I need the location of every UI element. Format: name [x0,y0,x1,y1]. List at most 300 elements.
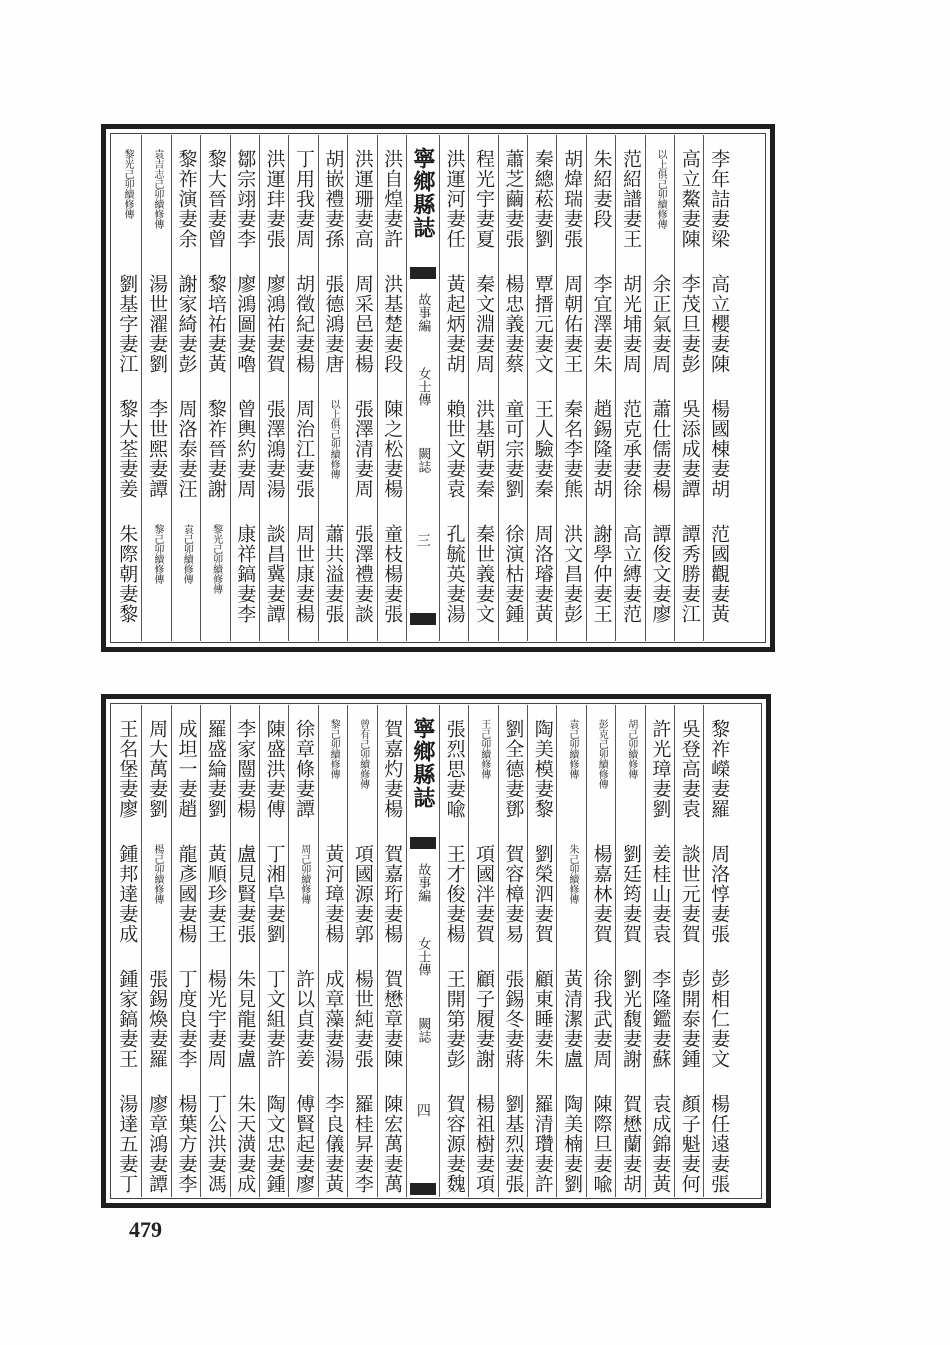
entry-slot [499,399,527,517]
entry-slot [704,524,732,642]
entry-name: 談世元妻賀 [678,844,701,944]
entry-name: 許以貞妻姜 [293,969,316,1069]
entry-slot [440,399,468,517]
book-title: 寧鄉縣誌 [409,717,436,809]
entry-name: 范紹譜妻王 [619,149,642,249]
text-column [200,135,229,641]
text-column [615,135,644,641]
entry-name: 黎祚演妻余 [175,149,198,249]
entry-name: 陶文忠妻鍾 [263,1094,286,1194]
entry-name: 黎祚嶸妻羅 [708,719,731,819]
entry-name: 周大萬妻劉 [146,719,169,819]
entry-slot [172,844,200,962]
entry-slot [646,969,674,1087]
entry-name: 楊世純妻張 [351,969,374,1069]
entry-slot [112,149,141,267]
entry-slot [112,844,141,962]
entry-name: 洪運河妻任 [443,149,466,249]
entry-slot [142,399,170,517]
entry-name: 李隆鑑妻蘇 [649,969,672,1069]
entry-slot [528,719,556,837]
annotation-note: 袁己卯續修傳 [566,719,578,779]
entry-name: 陳之松妻楊 [381,399,404,499]
entry-name: 劉全德妻鄧 [502,719,525,819]
entry-slot [348,844,376,962]
entry-name: 吳添成妻譚 [678,399,701,499]
entry-slot [587,149,615,267]
text-column [141,135,170,641]
entry-slot [289,844,317,962]
entry-name: 康祥鎬妻李 [234,524,257,624]
entry-slot [260,844,288,962]
entry-slot [142,844,170,962]
text-column [318,135,347,641]
entry-slot [378,274,406,392]
entry-name: 廖章鴻妻譚 [146,1094,169,1194]
entry-name: 鄒宗翊妻李 [234,149,257,249]
entry-name: 楊國棟妻胡 [708,399,731,499]
entry-name: 高立縛妻范 [619,524,642,624]
entry-name: 謝學仲妻王 [590,524,613,624]
annotation-note: 袁己卯續修傳 [181,524,193,584]
annotation-note: 黎光己卯續修傳 [210,524,222,594]
entry-name: 羅清瓚妻許 [531,1094,554,1194]
entry-slot [499,274,527,392]
entry-slot [172,524,200,642]
entry-name: 羅盛綸妻劉 [204,719,227,819]
fish-tail-mark [410,267,436,279]
entry-slot [704,844,732,962]
entry-slot [675,399,703,517]
entry-name: 胡煒瑞妻張 [561,149,584,249]
text-column [377,705,406,1197]
entry-slot [704,149,732,267]
entry-name: 李茂旦妻彭 [678,274,701,374]
entry-name: 鍾家鎬妻王 [116,969,139,1069]
text-column [171,135,200,641]
entry-slot [528,524,556,642]
entry-name: 姜桂山妻袁 [649,844,672,944]
entry-name: 秦文淵妻周 [472,274,495,374]
text-column [439,135,468,641]
entry-slot [499,524,527,642]
entry-name: 周治江妻張 [293,399,316,499]
fish-tail-mark [410,1183,436,1195]
entry-slot [469,969,497,1087]
text-column [347,135,376,641]
entry-slot [289,149,317,267]
entry-name: 賀懋蘭妻胡 [619,1094,642,1194]
entry-name: 秦世義妻文 [472,524,495,624]
entry-slot [260,149,288,267]
entry-name: 丁度良妻李 [175,969,198,1069]
entry-slot [260,524,288,642]
entry-name: 周洛泰妻汪 [175,399,198,499]
lower-page [101,694,771,1208]
entry-slot [172,719,200,837]
text-column [556,705,585,1197]
centre-fold [406,135,439,641]
entry-slot [112,719,141,837]
entry-name: 胡嵌禮妻孫 [322,149,345,249]
entry-name: 孔毓英妻湯 [443,524,466,624]
entry-name: 劉廷筠妻賀 [619,844,642,944]
entry-slot [348,719,376,837]
entry-slot [231,1094,259,1212]
entry-slot [201,844,229,962]
entry-slot [348,969,376,1087]
text-column [259,705,288,1197]
text-column [171,705,200,1197]
entry-slot [260,274,288,392]
entry-slot [704,1094,732,1212]
entry-name: 黃河璋妻楊 [322,844,345,944]
entry-slot [231,969,259,1087]
entry-name: 朱際朝妻黎 [116,524,139,624]
entry-name: 余正氣妻周 [649,274,672,374]
entry-slot [348,1094,376,1212]
entry-slot [469,719,497,837]
entry-name: 高立櫻妻陳 [708,274,731,374]
entry-slot [289,274,317,392]
annotation-note: 黎己卯續修傳 [151,524,163,584]
entry-slot [469,844,497,962]
entry-slot [528,274,556,392]
entry-slot [142,1094,170,1212]
text-column [527,705,556,1197]
entry-name: 湯世濯妻劉 [146,274,169,374]
entry-slot [646,719,674,837]
entry-slot [499,719,527,837]
entry-name: 童可宗妻劉 [502,399,525,499]
entry-name: 彭相仁妻文 [708,969,731,1069]
entry-slot [646,524,674,642]
entry-slot [616,844,644,962]
text-column [615,705,644,1197]
text-column [112,135,141,641]
centre-fold [406,705,439,1197]
entry-slot [289,719,317,837]
entry-slot [231,149,259,267]
entry-slot [469,524,497,642]
entry-slot [201,969,229,1087]
entry-name: 成坦一妻趙 [175,719,198,819]
entry-name: 張德鴻妻唐 [322,274,345,374]
page-number: 479 [129,1217,162,1242]
entry-slot [260,719,288,837]
entry-slot [528,844,556,962]
entry-name: 王名堡妻廖 [116,719,139,819]
entry-name: 陳際旦妻喩 [590,1094,613,1194]
annotation-note: 周己卯續修傳 [298,844,310,904]
entry-name: 吳登高妻袁 [678,719,701,819]
entry-slot [348,399,376,517]
entry-slot [201,274,229,392]
entry-slot [587,399,615,517]
entry-name: 王才俊妻楊 [443,844,466,944]
entry-slot [675,1094,703,1212]
entry-slot [319,149,347,267]
entry-slot [616,1094,644,1212]
entry-name: 楊任遠妻張 [708,1094,731,1194]
entry-slot [319,969,347,1087]
entry-name: 徐演枯妻鍾 [502,524,525,624]
text-column [498,705,527,1197]
entry-slot [440,719,468,837]
entry-slot [112,274,141,392]
entry-name: 周洛璿妻黃 [531,524,554,624]
entry-slot [231,524,259,642]
entry-name: 廖鴻圖妻嚕 [234,274,257,374]
text-column [200,705,229,1197]
entry-slot [528,149,556,267]
entry-slot [440,1094,468,1212]
annotation-note: 黎光己卯續修傳 [121,149,133,219]
fish-tail-mark [410,837,436,849]
entry-slot [348,274,376,392]
entry-slot [587,274,615,392]
entry-slot [440,274,468,392]
entry-slot [469,274,497,392]
entry-slot [616,969,644,1087]
entry-slot [557,149,585,267]
entry-slot [557,274,585,392]
entry-slot [378,149,406,267]
entry-slot [704,719,732,837]
entry-name: 周洛惇妻張 [708,844,731,944]
entry-name: 劉光馥妻謝 [619,969,642,1069]
entry-slot [378,969,406,1087]
entry-name: 李年詰妻梁 [708,149,731,249]
text-column [347,705,376,1197]
entry-name: 賀容樟妻易 [502,844,525,944]
entry-name: 李世煕妻譚 [146,399,169,499]
entry-name: 許光璋妻劉 [649,719,672,819]
entry-name: 周世康妻楊 [293,524,316,624]
entry-name: 湯達五妻丁 [116,1094,139,1194]
entry-slot [348,524,376,642]
entry-slot [557,399,585,517]
entry-slot [675,844,703,962]
entry-name: 楊祖樹妻項 [472,1094,495,1194]
text-column [259,135,288,641]
entry-name: 劉基字妻江 [116,274,139,374]
entry-slot [528,399,556,517]
entry-slot [557,524,585,642]
entry-name: 高立鰲妻陳 [678,149,701,249]
entry-name: 蕭共溢妻張 [322,524,345,624]
entry-slot [528,969,556,1087]
text-column [288,135,317,641]
entry-name: 李家闓妻楊 [234,719,257,819]
entry-name: 黎祚晉妻謝 [204,399,227,499]
entry-name: 胡徵紀妻楊 [293,274,316,374]
entry-name: 范克承妻徐 [619,399,642,499]
entry-name: 賀容源妻魏 [443,1094,466,1194]
annotation-note: 黎己卯續修傳 [328,719,340,779]
entry-name: 賀懋章妻陳 [381,969,404,1069]
text-column [645,135,674,641]
entry-slot [469,1094,497,1212]
text-column [556,135,585,641]
text-column [498,135,527,641]
entry-slot [587,844,615,962]
entry-slot [499,844,527,962]
entry-name: 張錫冬妻蔣 [502,969,525,1069]
entry-name: 胡光埔妻周 [619,274,642,374]
entry-name: 楊光宇妻周 [204,969,227,1069]
text-column [674,705,703,1197]
entry-slot [201,719,229,837]
entry-slot [142,274,170,392]
entry-name: 周采邑妻楊 [351,274,374,374]
entry-slot [319,719,347,837]
entry-name: 鍾邦達妻成 [116,844,139,944]
chapter-name: 女士傳 [415,937,431,976]
entry-slot [587,719,615,837]
entry-slot [319,274,347,392]
entry-name: 曾輿約妻周 [234,399,257,499]
entry-name: 顏子魁妻何 [678,1094,701,1194]
annotation-note: 以上俱己卯續修傳 [328,399,340,479]
entry-name: 黃起炳妻胡 [443,274,466,374]
text-column [230,705,259,1197]
entry-name: 賴世文妻袁 [443,399,466,499]
entry-name: 謝家綺妻彭 [175,274,198,374]
entry-name: 洪運珊妻高 [351,149,374,249]
entry-slot [112,524,141,642]
entry-slot [587,524,615,642]
entry-slot [616,719,644,837]
entry-slot [616,524,644,642]
entry-slot [646,149,674,267]
entry-slot [440,149,468,267]
text-column [468,135,497,641]
entry-slot [704,399,732,517]
entry-slot [675,149,703,267]
entry-slot [499,969,527,1087]
annotation-note: 曾有己卯續修傳 [357,719,369,789]
annotation-note: 袁吉志己卯續修傳 [151,149,163,229]
entry-slot [646,844,674,962]
entry-slot [289,1094,317,1212]
entry-name: 朱天潢妻成 [234,1094,257,1194]
entry-name: 陶美模妻黎 [531,719,554,819]
entry-name: 范國觀妻黃 [708,524,731,624]
entry-name: 童枝楊妻張 [381,524,404,624]
entry-slot [348,149,376,267]
lower-columns [112,705,733,1197]
entry-name: 談昌冀妻譚 [263,524,286,624]
leaf-number: 三 [414,533,431,547]
entry-name: 顧子履妻謝 [472,969,495,1069]
entry-name: 賀嘉珩妻楊 [381,844,404,944]
entry-slot [587,1094,615,1212]
entry-slot [201,1094,229,1212]
entry-slot [557,844,585,962]
sub-label: 闕誌 [415,1017,431,1043]
entry-name: 項國泮妻賀 [472,844,495,944]
entry-name: 丁用我妻周 [293,149,316,249]
entry-slot [231,399,259,517]
text-column [468,705,497,1197]
entry-slot [319,399,347,517]
leaf-number: 四 [414,1103,431,1117]
entry-name: 黎培祐妻黃 [204,274,227,374]
entry-slot [440,524,468,642]
entry-slot [260,969,288,1087]
entry-slot [378,719,406,837]
entry-slot [499,149,527,267]
entry-slot [440,844,468,962]
entry-name: 蕭芝繭妻張 [502,149,525,249]
entry-name: 周朝佑妻王 [561,274,584,374]
entry-slot [319,1094,347,1212]
entry-slot [378,399,406,517]
entry-name: 黃順珍妻王 [204,844,227,944]
entry-name: 彭開泰妻鍾 [678,969,701,1069]
entry-name: 張澤清妻周 [351,399,374,499]
entry-slot [260,399,288,517]
annotation-note: 彭克己卯續修傳 [596,719,608,789]
entry-slot [616,149,644,267]
entry-name: 黃清潔妻盧 [561,969,584,1069]
entry-slot [469,399,497,517]
entry-name: 傅賢起妻廖 [293,1094,316,1194]
entry-slot [112,969,141,1087]
entry-name: 顧東睡妻朱 [531,969,554,1069]
entry-name: 徐章條妻譚 [293,719,316,819]
entry-slot [260,1094,288,1212]
entry-name: 張澤禮妻談 [351,524,374,624]
entry-name: 覃搢元妻文 [531,274,554,374]
entry-name: 朱見龍妻盧 [234,969,257,1069]
entry-slot [378,844,406,962]
entry-slot [231,719,259,837]
entry-slot [704,274,732,392]
annotation-note: 以上俱己卯續修傳 [655,149,667,229]
entry-slot [231,844,259,962]
entry-slot [201,149,229,267]
annotation-note: 朱己卯續修傳 [566,844,578,904]
entry-slot [646,1094,674,1212]
entry-slot [172,1094,200,1212]
entry-slot [469,149,497,267]
entry-slot [172,149,200,267]
entry-name: 洪基朝妻秦 [472,399,495,499]
fish-tail-mark [410,613,436,625]
section-name: 故事編 [415,863,431,902]
entry-name: 朱紹妻段 [590,149,613,229]
entry-name: 張澤鴻妻湯 [263,399,286,499]
entry-slot [142,149,170,267]
entry-slot [378,524,406,642]
entry-name: 李良儀妻黃 [322,1094,345,1194]
entry-slot [201,399,229,517]
text-column [377,135,406,641]
entry-slot [142,969,170,1087]
sub-label: 闕誌 [415,447,431,473]
entry-name: 蕭仕儒妻楊 [649,399,672,499]
annotation-note: 胡己卯續修傳 [625,719,637,779]
entry-name: 陶美楠妻劉 [561,1094,584,1194]
text-column [674,135,703,641]
entry-slot [557,969,585,1087]
entry-name: 丁公洪妻馮 [204,1094,227,1194]
entry-name: 趙錫隆妻胡 [590,399,613,499]
text-column [703,705,732,1197]
entry-name: 劉榮泗妻賀 [531,844,554,944]
